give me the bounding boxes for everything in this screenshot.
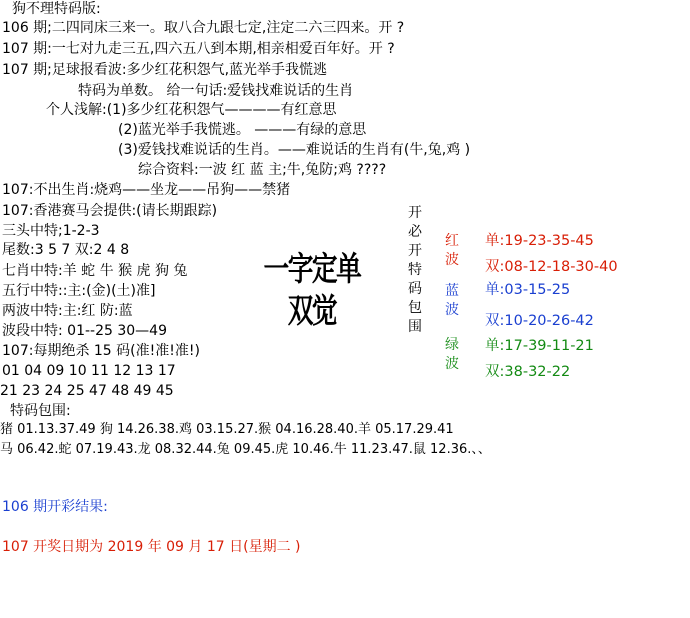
line-special-odd: 特码为单数。 给一句话:爱钱找难说话的生肖 bbox=[78, 83, 354, 99]
line-107-prediction: 107 期:一七对九走三五,四六五八到本期,相亲相爱百年好。开 ? bbox=[2, 41, 395, 57]
blue-odd-numbers: 单:03-15-25 bbox=[485, 282, 571, 298]
line-personal-note-1: 个人浅解:(1)多少红花积怨气————有红意思 bbox=[46, 102, 337, 118]
green-odd-numbers: 单:17-39-11-21 bbox=[485, 338, 594, 354]
draw-date: 107 开奖日期为 2019 年 09 月 17 日(星期二 ) bbox=[2, 539, 301, 555]
green-even-numbers: 双:38-32-22 bbox=[485, 364, 571, 380]
line-five-elements: 五行中特::主:(金)(土)准] bbox=[2, 283, 156, 299]
line-two-waves: 两波中特:主:红 防:蓝 bbox=[2, 303, 133, 319]
blue-even-numbers: 双:10-20-26-42 bbox=[485, 313, 594, 329]
line-excluded-zodiac: 107:不出生肖:烧鸡——坐龙——吊狗——禁猪 bbox=[2, 182, 291, 198]
red-odd-numbers: 单:19-23-35-45 bbox=[485, 233, 594, 249]
vertical-label: 开必开特码包围 bbox=[408, 205, 422, 335]
red-even-numbers: 双:08-12-18-30-40 bbox=[485, 259, 618, 275]
line-106-prediction: 106 期;二四同床三来一。取八合九跟七定,注定二六三四来。开 ? bbox=[2, 20, 405, 36]
red-wave-label: 红波 bbox=[445, 233, 459, 268]
blue-wave-label: 蓝波 bbox=[445, 283, 459, 318]
line-three-heads: 三头中特;1-2-3 bbox=[2, 223, 100, 239]
line-zodiac-numbers-1: 猪 01.13.37.49 狗 14.26.38.鸡 03.15.27.猴 04.16.28.40.羊 05.17.29.41 bbox=[0, 422, 454, 437]
page-title: 狗不理特码版: bbox=[12, 1, 101, 17]
line-kill-numbers-2: 21 23 24 25 47 48 49 45 bbox=[0, 383, 174, 399]
line-wave-segment: 波段中特: 01--25 30—49 bbox=[2, 323, 167, 339]
line-kill-15: 107:每期绝杀 15 码(准!准!准!) bbox=[2, 343, 200, 359]
line-tails: 尾数:3 5 7 双:2 4 8 bbox=[2, 242, 130, 258]
line-zodiac-numbers-2: 马 06.42.蛇 07.19.43.龙 08.32.44.兔 09.45.虎 10.46.牛 11.23.47.鼠 12.36.、、 bbox=[0, 442, 491, 457]
green-wave-label: 绿波 bbox=[445, 337, 459, 372]
line-personal-note-3: (3)爱钱找难说话的生肖。——难说话的生肖有(牛,兔,鸡 ) bbox=[118, 142, 471, 158]
results-label: 106 期开彩结果: bbox=[2, 499, 108, 515]
line-personal-note-2: (2)蓝光举手我慌逃。 ———有绿的意思 bbox=[118, 122, 367, 138]
line-hk-jockey: 107:香港赛马会提供:(请长期跟踪) bbox=[2, 203, 218, 219]
line-seven-zodiac: 七肖中特:羊 蛇 牛 猴 虎 狗 兔 bbox=[2, 263, 188, 279]
line-summary: 综合资料:一波 红 蓝 主;牛,兔防;鸡 ???? bbox=[138, 162, 387, 178]
line-107-football: 107 期;足球报看波:多少红花积怨气,蓝光举手我慌逃 bbox=[2, 62, 328, 78]
line-kill-numbers-1: 01 04 09 10 11 12 13 17 bbox=[2, 363, 176, 379]
line-special-cover: 特码包围: bbox=[10, 403, 71, 419]
single-double-heading: 一字定单双觉 bbox=[263, 249, 361, 330]
